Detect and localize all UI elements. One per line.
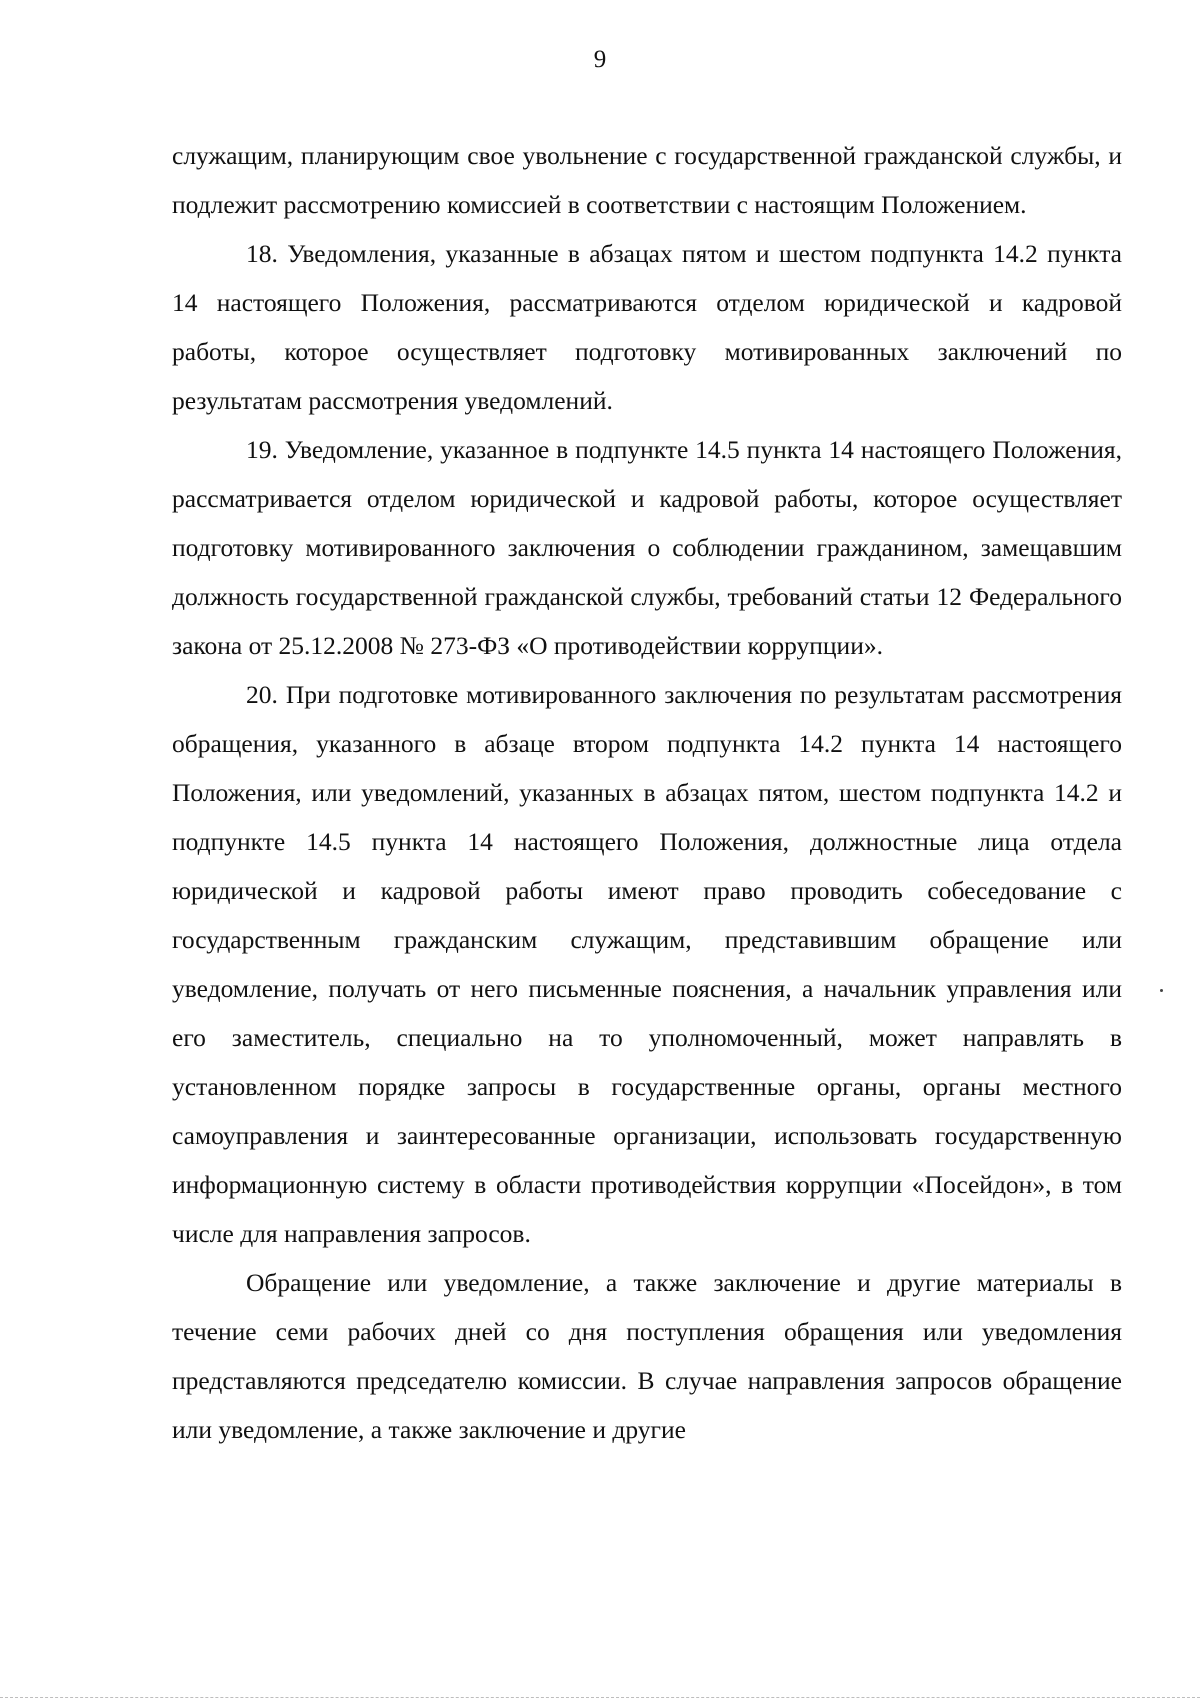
paragraph-continuation: служащим, планирующим свое увольнение с государственной гражданской службы, и подлежит рассмотрению комиссией в соответствии с настоящим Положением.: [172, 141, 1122, 219]
paragraph-20-continuation: Обращение или уведомление, а также заключение и другие материалы в течение семи рабочих дней со дня поступления обращения или уведомления представляются председателю комиссии. В случае направления запросов обращение или уведомление, а также заключение и другие: [172, 1268, 1122, 1444]
document-body: [172, 131, 1122, 1454]
paragraph-18: 18. Уведомления, указанные в абзацах пятом и шестом подпункта 14.2 пункта 14 настоящего Положения, рассматриваются отделом юридической и кадровой работы, которое осуществляет подготовку мотивированных заключений по результатам рассмотрения уведомлений.: [172, 239, 1122, 415]
scan-speck: [1160, 989, 1163, 992]
paragraph-20: 20. При подготовке мотивированного заключения по результатам рассмотрения обращения, указанного в абзаце втором подпункта 14.2 пункта 14 настоящего Положения, или уведомлений, указанных в абзацах пятом, шестом подпункта 14.2 и подпункте 14.5 пункта 14 настоящего Положения, должностные лица отдела юридической и кадровой работы имеют право проводить собеседование с государственным гражданским служащим, представившим обращение или уведомление, получать от него письменные пояснения, а начальник управления или его заместитель, специально на то уполномоченный, может направлять в установленном порядке запросы в государственные органы, органы местного самоуправления и заинтересованные организации, использовать государственную информационную систему в области противодействия коррупции «Посейдон», в том числе для направления запросов.: [172, 680, 1122, 1248]
page-number: 9: [593, 46, 607, 73]
scan-edge-line: [0, 1697, 1200, 1698]
paragraph-19: 19. Уведомление, указанное в подпункте 14.5 пункта 14 настоящего Положения, рассматривается отделом юридической и кадровой работы, которое осуществляет подготовку мотивированного заключения о соблюдении гражданином, замещавшим должность государственной гражданской службы, требований статьи 12 Федерального закона от 25.12.2008 № 273-ФЗ «О противодействии коррупции».: [172, 435, 1122, 660]
